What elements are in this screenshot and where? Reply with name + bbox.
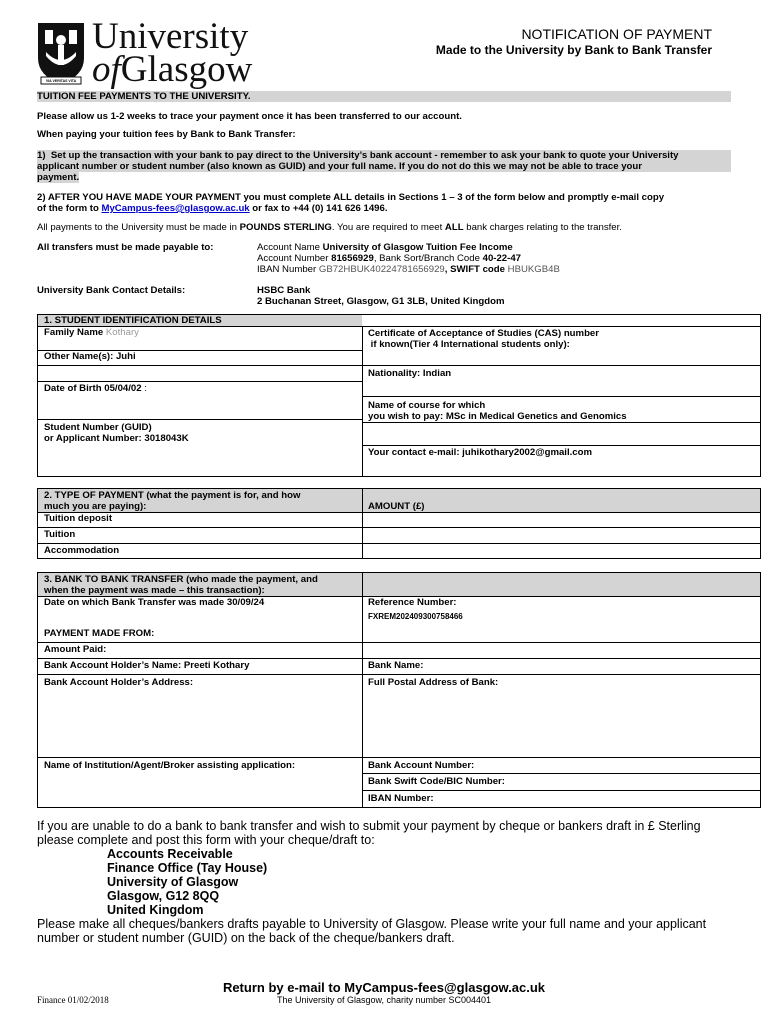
cheque-instructions bbox=[37, 819, 761, 945]
payment-made-from-label: PAYMENT MADE FROM: bbox=[44, 628, 155, 639]
guid-line-1: Student Number (GUID) bbox=[44, 422, 152, 433]
dob-colon: : bbox=[141, 383, 147, 394]
payment-row-tuition[interactable]: Tuition bbox=[44, 529, 76, 540]
intro-para-5-a: All payments to the University must be made in bbox=[37, 222, 240, 233]
intro-para-4-line-1: 2) AFTER YOU HAVE MADE YOUR PAYMENT you must complete ALL details in Sections 1 – 3 of the form below and promptly e-mail copy bbox=[37, 192, 665, 203]
intro-para-5-c: . You are required to meet bbox=[331, 222, 445, 233]
sort-code-value: 40-22-47 bbox=[482, 253, 522, 264]
contact-bank: HSBC Bank bbox=[257, 285, 311, 296]
intro-para-3 bbox=[37, 150, 731, 183]
course-line-2: you wish to pay: MSc in Medical Genetics and Genomics bbox=[368, 411, 627, 422]
section3-divider bbox=[362, 790, 760, 791]
swift-value: HBUKGB4B bbox=[507, 264, 560, 275]
section1-divider bbox=[362, 365, 760, 366]
crest-motto: VIA VERITAS VITA bbox=[45, 79, 77, 83]
institution-agent-field[interactable]: Name of Institution/Agent/Broker assisting application: bbox=[44, 760, 296, 771]
contact-label: University Bank Contact Details: bbox=[37, 285, 186, 296]
cheque-line-2: please complete and post this form with your cheque/draft to: bbox=[37, 833, 375, 847]
fees-email-link[interactable]: MyCampus-fees@glasgow.ac.uk bbox=[101, 203, 250, 214]
intro-para-3-num: 1) bbox=[37, 150, 46, 161]
section3-header-line-2: when the payment was made – this transaction): bbox=[44, 585, 265, 596]
guid-line-2: or Applicant Number: 3018043K bbox=[44, 433, 189, 444]
dob-value: Date of Birth 05/04/02 bbox=[44, 383, 142, 394]
reference-number-label: Reference Number: bbox=[368, 597, 457, 608]
payment-type-table bbox=[37, 488, 761, 559]
logo-glasgow-word: Glasgow bbox=[120, 49, 253, 90]
account-name-label: Account Name bbox=[257, 242, 323, 253]
section3-divider bbox=[38, 757, 760, 758]
intro-para-4-post: or fax to +44 (0) 141 626 1496. bbox=[249, 203, 388, 214]
section3-header-line-1: 3. BANK TO BANK TRANSFER (who made the payment, and bbox=[44, 574, 318, 585]
bank-postal-address-field[interactable]: Full Postal Address of Bank: bbox=[368, 677, 499, 688]
payment-row-tuition-deposit[interactable]: Tuition deposit bbox=[44, 513, 113, 524]
cas-line-1: Certificate of Acceptance of Studies (CAS) number bbox=[368, 328, 599, 339]
amount-header: AMOUNT (£) bbox=[368, 501, 425, 512]
bank-account-number-field[interactable]: Bank Account Number: bbox=[368, 760, 475, 771]
logo-university: University bbox=[92, 16, 249, 57]
page-title: NOTIFICATION OF PAYMENT bbox=[521, 26, 712, 42]
sort-code-label: , Bank Sort/Branch Code bbox=[373, 253, 483, 264]
section2-header-line-2: much you are paying): bbox=[44, 501, 147, 512]
section2-header bbox=[38, 489, 362, 513]
account-name-row bbox=[257, 242, 737, 253]
cheque-line-1: If you are unable to do a bank to bank transfer and wish to submit your payment by cheque or bankers draft in £ Sterling bbox=[37, 819, 701, 833]
account-holder-address-field[interactable]: Bank Account Holder’s Address: bbox=[44, 677, 194, 688]
cas-field[interactable] bbox=[362, 327, 605, 351]
intro-para-4-line-2 bbox=[37, 203, 737, 214]
intro-para-4 bbox=[37, 192, 737, 214]
logo-glasgow bbox=[92, 50, 252, 90]
intro-para-5 bbox=[37, 222, 622, 233]
section1-divider bbox=[38, 365, 362, 366]
contact-details bbox=[257, 285, 505, 307]
return-email-line: Return by e-mail to MyCampus-fees@glasgow.ac.uk bbox=[222, 980, 546, 995]
crest-icon bbox=[36, 20, 86, 86]
family-name-label: Family Name bbox=[44, 327, 104, 338]
contact-email-field[interactable]: Your contact e-mail: juhikothary2002@gmail.com bbox=[368, 447, 593, 458]
intro-para-3-line-3: payment. bbox=[37, 172, 80, 183]
intro-para-1: Please allow us 1-2 weeks to trace your payment once it has been transferred to our account. bbox=[37, 111, 462, 122]
postal-address-line: Glasgow, G12 8QQ bbox=[107, 889, 220, 903]
cas-line-2: if known(Tier 4 International students only): bbox=[368, 339, 570, 350]
postal-address-line: Accounts Receivable bbox=[107, 847, 233, 861]
section1-header: 1. STUDENT IDENTIFICATION DETAILS bbox=[44, 315, 222, 326]
swift-label: , SWIFT code bbox=[444, 264, 508, 275]
iban-label: IBAN Number bbox=[257, 264, 319, 275]
account-number-row bbox=[257, 253, 737, 264]
account-number-value: 81656929 bbox=[331, 253, 374, 264]
tuition-section-bar: TUITION FEE PAYMENTS TO THE UNIVERSITY. bbox=[37, 91, 731, 102]
postal-address-line: University of Glasgow bbox=[107, 875, 239, 889]
section1-divider bbox=[38, 419, 362, 420]
section3-divider bbox=[38, 674, 760, 675]
family-name-value: Kothary bbox=[105, 327, 139, 338]
course-line-1: Name of course for which bbox=[368, 400, 486, 411]
intro-para-5-e: bank charges relating to the transfer. bbox=[463, 222, 622, 233]
intro-para-3-text-1: Set up the transaction with your bank to pay direct to the University’s bank account - remember to ask your bank to quote your University bbox=[50, 150, 679, 161]
cheque-line-3: Please make all cheques/bankers drafts payable to University of Glasgow. Please write your full name and your applicant bbox=[37, 917, 707, 931]
intro-para-3-line-2: applicant number or student number (also known as GUID) and your full name. If you do not do this we may not be able to trace your bbox=[37, 161, 731, 172]
intro-para-5-b: POUNDS STERLING bbox=[239, 222, 332, 233]
footer-charity: The University of Glasgow, charity number SC004401 bbox=[276, 995, 492, 1005]
dob-field[interactable] bbox=[38, 382, 153, 395]
transfer-date-field[interactable]: Date on which Bank Transfer was made 30/09/24 bbox=[44, 597, 265, 608]
intro-para-4-pre: of the form to bbox=[37, 203, 102, 214]
iban-row bbox=[257, 264, 737, 275]
section3-header bbox=[38, 573, 362, 597]
reference-number-field[interactable] bbox=[362, 596, 469, 623]
bank-name-field[interactable]: Bank Name: bbox=[368, 660, 424, 671]
amount-paid-field[interactable]: Amount Paid: bbox=[44, 644, 107, 655]
section2-header-line-1: 2. TYPE OF PAYMENT (what the payment is for, and how bbox=[44, 490, 301, 501]
university-logo bbox=[36, 16, 261, 90]
section3-divider bbox=[38, 642, 760, 643]
section3-divider bbox=[362, 773, 760, 774]
intro-para-5-d: ALL bbox=[444, 222, 464, 233]
payable-label: All transfers must be made payable to: bbox=[37, 242, 214, 253]
page-subtitle: Made to the University by Bank to Bank Transfer bbox=[435, 43, 712, 57]
bank-swift-field[interactable]: Bank Swift Code/BIC Number: bbox=[368, 776, 505, 787]
payable-details bbox=[257, 242, 737, 275]
cheque-line-4: number or student number (GUID) on the back of the cheque/bankers draft. bbox=[37, 931, 455, 945]
family-name-field[interactable] bbox=[38, 326, 362, 339]
logo-of: of bbox=[92, 49, 121, 90]
account-holder-name-field[interactable]: Bank Account Holder’s Name: Preeti Kothary bbox=[44, 660, 250, 671]
postal-address bbox=[37, 847, 761, 917]
payment-row-accommodation[interactable]: Accommodation bbox=[44, 545, 120, 556]
nationality-field[interactable]: Nationality: Indian bbox=[368, 368, 452, 379]
postal-address-line: Finance Office (Tay House) bbox=[107, 861, 268, 875]
section1-divider bbox=[362, 396, 760, 397]
contact-address: 2 Buchanan Street, Glasgow, G1 3LB, United Kingdom bbox=[257, 296, 505, 307]
intro-para-3-line-1 bbox=[37, 150, 731, 161]
bank-transfer-table bbox=[37, 572, 761, 808]
student-details-table bbox=[37, 314, 761, 477]
bank-iban-field[interactable]: IBAN Number: bbox=[368, 793, 434, 804]
other-names-field[interactable]: Other Name(s): Juhi bbox=[44, 351, 136, 362]
section2-divider bbox=[38, 543, 760, 544]
guid-field[interactable] bbox=[38, 421, 195, 445]
course-field[interactable] bbox=[362, 399, 633, 423]
postal-address-line: United Kingdom bbox=[107, 903, 204, 917]
iban-value: GB72HBUK40224781656929 bbox=[318, 264, 445, 275]
section2-divider bbox=[38, 527, 760, 528]
intro-para-2: When paying your tuition fees by Bank to Bank Transfer: bbox=[37, 129, 296, 140]
footer-version: Finance 01/02/2018 bbox=[37, 995, 109, 1005]
account-number-label: Account Number bbox=[257, 253, 332, 264]
reference-number-value: FXREM202409300758466 bbox=[368, 612, 463, 621]
account-name-value: University of Glasgow Tuition Fee Income bbox=[322, 242, 513, 253]
